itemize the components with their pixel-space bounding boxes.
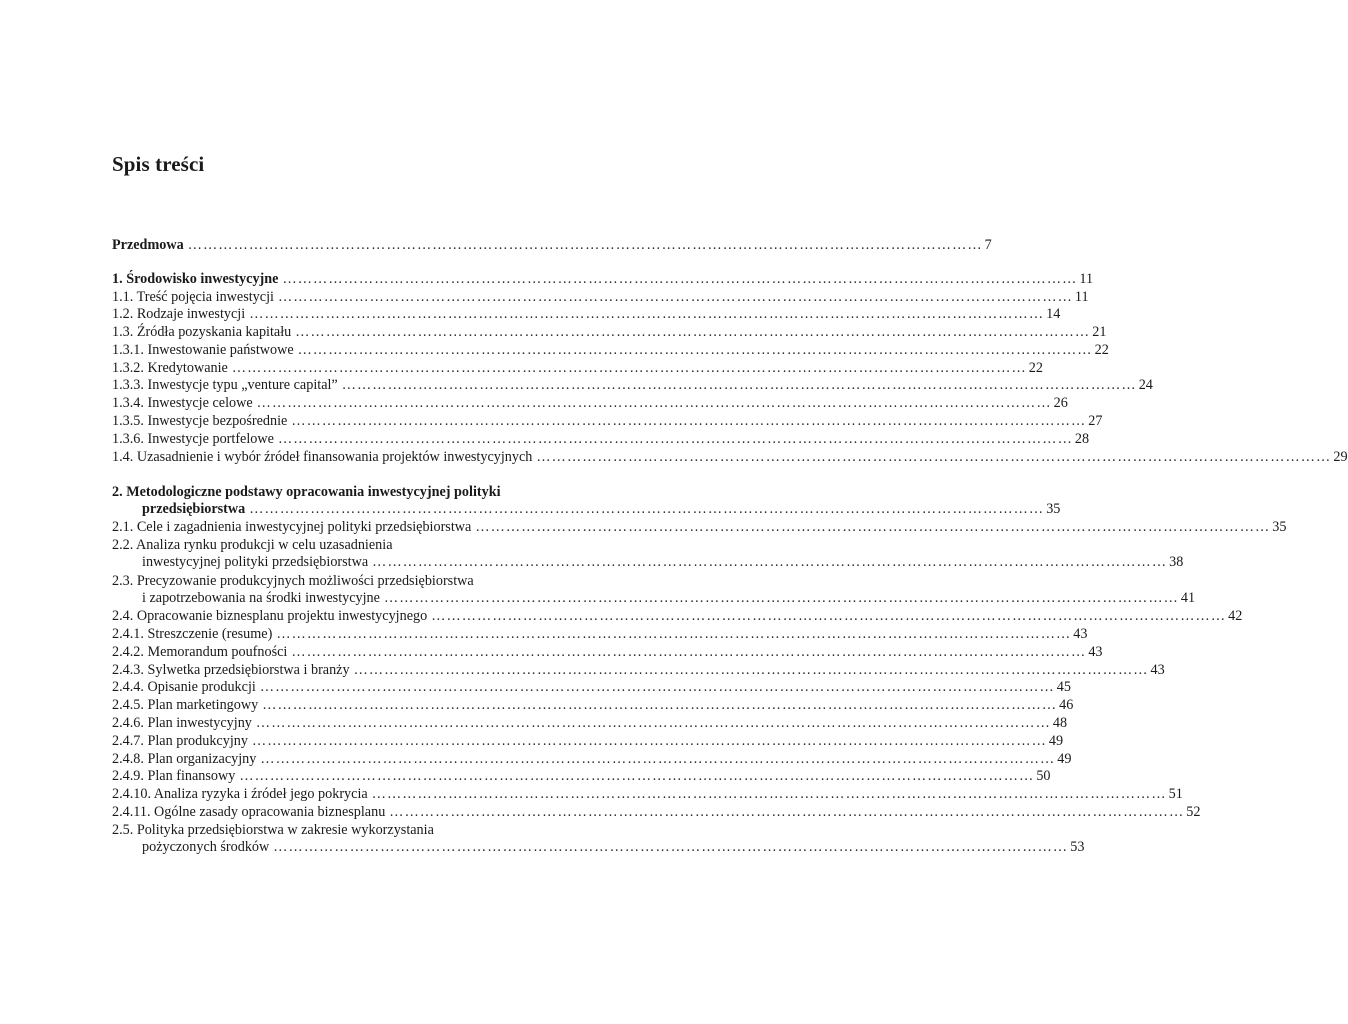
toc-entry-title: 2.1. Cele i zagadnienia inwestycyjnej polityki przedsiębiorstwa <box>112 519 472 535</box>
toc-page-number: 28 <box>1074 431 1090 447</box>
dot-leader: ………………………………………………………………………………………………………………………………………… <box>431 608 1227 624</box>
toc-entry-1-4[interactable] <box>112 449 1348 466</box>
dot-leader: ………………………………………………………………………………………………………………………………………… <box>239 768 1035 784</box>
toc-entry-1-3-4[interactable] <box>112 395 1068 412</box>
toc-entry-title: 2.4.6. Plan inwestycyjny <box>112 715 252 731</box>
toc-page-number: 53 <box>1070 839 1085 856</box>
toc-entry-1-2[interactable] <box>112 306 1061 323</box>
toc-page-number: 29 <box>1333 449 1348 465</box>
toc-entry-title: 2.4.5. Plan marketingowy <box>112 697 259 713</box>
dot-leader: ………………………………………………………………………………………………………………………………………… <box>291 413 1087 429</box>
toc-entry-2-4-10[interactable] <box>112 786 1183 803</box>
dot-leader: ………………………………………………………………………………………………………………………………………… <box>291 644 1087 660</box>
toc-entry-title: 2.4.1. Streszczenie (resume) <box>112 626 273 642</box>
toc-entry-title-line: 2. Metodologiczne podstawy opracowania inwestycyjnej polityki <box>112 484 501 500</box>
toc-entry-title: 1.3.4. Inwestycje celowe <box>112 395 253 411</box>
toc-entry-2-4-6[interactable] <box>112 715 1068 732</box>
toc-entry-2-1[interactable] <box>112 519 1287 536</box>
toc-entry-2-4-4[interactable] <box>112 679 1071 696</box>
dot-leader: ………………………………………………………………………………………………………………………………………… <box>259 679 1055 695</box>
toc-page-number: 48 <box>1052 715 1068 731</box>
toc-entry-title: przedsiębiorstwa <box>142 501 246 518</box>
toc-page-number: 46 <box>1059 697 1074 713</box>
dot-leader: ………………………………………………………………………………………………………………………………………… <box>276 626 1072 642</box>
toc-entry-chapter-2[interactable] <box>112 484 1061 519</box>
toc-entry-title-line: 2.3. Precyzowanie produkcyjnych możliwości przedsiębiorstwa <box>112 573 474 589</box>
toc-entry-title: 1.3.6. Inwestycje portfelowe <box>112 431 274 447</box>
toc-page-number: 43 <box>1150 662 1165 678</box>
toc-page-number: 38 <box>1169 554 1184 571</box>
dot-leader: ………………………………………………………………………………………………………………………………………… <box>536 449 1332 465</box>
toc-entry-title: 1.3.1. Inwestowanie państwowe <box>112 342 294 358</box>
dot-leader: ………………………………………………………………………………………………………………………………………… <box>262 697 1058 713</box>
toc-entry-2-5[interactable] <box>112 822 1085 857</box>
toc-entry-title: pożyczonych środków <box>142 839 270 856</box>
dot-leader: ………………………………………………………………………………………………………………………………………… <box>297 342 1093 358</box>
toc-entry-title: 2.4.4. Opisanie produkcji <box>112 679 256 695</box>
toc-entry-2-4-8[interactable] <box>112 751 1072 768</box>
toc-entry-title-line: 2.2. Analiza rynku produkcji w celu uzasadnienia <box>112 537 393 553</box>
toc-entry-1-3-5[interactable] <box>112 413 1103 430</box>
dot-leader: ………………………………………………………………………………………………………………………………………… <box>372 554 1168 571</box>
toc-page-number: 21 <box>1092 324 1107 340</box>
toc-page-number: 35 <box>1272 519 1287 535</box>
toc-page-number: 41 <box>1180 590 1196 607</box>
toc-entry-1-3-1[interactable] <box>112 342 1109 359</box>
toc-page-number: 24 <box>1138 377 1153 393</box>
toc-entry-1-3-6[interactable] <box>112 431 1090 448</box>
dot-leader: ………………………………………………………………………………………………………………………………………… <box>251 733 1047 749</box>
toc-page-number: 14 <box>1046 306 1061 322</box>
toc-entry-title: 2.4. Opracowanie biznesplanu projektu inwestycyjnego <box>112 608 428 624</box>
toc-entry-2-4-7[interactable] <box>112 733 1064 750</box>
toc-entry-title-line: 2.5. Polityka przedsiębiorstwa w zakresie wykorzystania <box>112 822 434 838</box>
toc-page-number: 26 <box>1053 395 1068 411</box>
toc-entry-2-4-9[interactable] <box>112 768 1051 785</box>
dot-leader: ………………………………………………………………………………………………………………………………………… <box>256 395 1052 411</box>
toc-entry-1-3-3[interactable] <box>112 377 1153 394</box>
toc-entry-title: inwestycyjnej polityki przedsiębiorstwa <box>142 554 369 571</box>
toc-entry-title: Przedmowa <box>112 237 184 253</box>
toc-page-number: 11 <box>1079 271 1094 287</box>
toc-entry-title: 2.4.10. Analiza ryzyka i źródeł jego pokrycia <box>112 786 368 802</box>
toc-entry-1-3[interactable] <box>112 324 1107 341</box>
toc-entry-2-4[interactable] <box>112 608 1243 625</box>
toc-page-number: 22 <box>1028 360 1043 376</box>
dot-leader: ………………………………………………………………………………………………………………………………………… <box>273 839 1069 856</box>
toc-entry-title: 1.3. Źródła pozyskania kapitału <box>112 324 292 340</box>
toc-page-number: 22 <box>1094 342 1109 358</box>
dot-leader: ………………………………………………………………………………………………………………………………………… <box>295 324 1091 340</box>
toc-entry-title: i zapotrzebowania na środki inwestycyjne <box>142 590 380 607</box>
toc-entry-title: 1.1. Treść pojęcia inwestycji <box>112 289 274 305</box>
toc-entry-chapter-1[interactable] <box>112 271 1094 288</box>
toc-page-number: 51 <box>1168 786 1183 802</box>
dot-leader: ………………………………………………………………………………………………………………………………………… <box>249 501 1045 518</box>
toc-page-number: 43 <box>1073 626 1088 642</box>
toc-entry-title: 1.3.5. Inwestycje bezpośrednie <box>112 413 288 429</box>
dot-leader: ………………………………………………………………………………………………………………………………………… <box>282 271 1078 287</box>
toc-entry-title: 1.4. Uzasadnienie i wybór źródeł finansowania projektów inwestycyjnych <box>112 449 533 465</box>
dot-leader: ………………………………………………………………………………………………………………………………………… <box>277 431 1073 447</box>
dot-leader: ………………………………………………………………………………………………………………………………………… <box>249 306 1045 322</box>
toc-page-number: 42 <box>1228 608 1243 624</box>
toc-entry-2-2[interactable] <box>112 537 1184 572</box>
toc-entry-title: 1.3.3. Inwestycje typu „venture capital” <box>112 377 338 393</box>
toc-entry-2-4-11[interactable] <box>112 804 1201 821</box>
toc-page-number: 7 <box>984 237 992 253</box>
toc-entry-title: 2.4.8. Plan organizacyjny <box>112 751 257 767</box>
toc-entry-title: 2.4.11. Ogólne zasady opracowania biznesplanu <box>112 804 386 820</box>
toc-entry-title: 1.2. Rodzaje inwestycji <box>112 306 246 322</box>
toc-entry-1-3-2[interactable] <box>112 360 1043 377</box>
toc-page-number: 35 <box>1046 501 1061 518</box>
toc-page-number: 11 <box>1074 289 1089 305</box>
toc-entry-title: 2.4.2. Memorandum poufności <box>112 644 288 660</box>
toc-page-number: 52 <box>1186 804 1201 820</box>
toc-entry-przedmowa[interactable] <box>112 237 992 254</box>
toc-page-number: 49 <box>1048 733 1064 749</box>
toc-page-number: 27 <box>1088 413 1103 429</box>
page-title: Spis treści <box>112 152 205 176</box>
dot-leader: ………………………………………………………………………………………………………………………………………… <box>371 786 1167 802</box>
dot-leader: ………………………………………………………………………………………………………………………………………… <box>255 715 1051 731</box>
toc-entry-2-4-3[interactable] <box>112 662 1165 679</box>
toc-entry-2-4-5[interactable] <box>112 697 1074 714</box>
dot-leader: ………………………………………………………………………………………………………………………………………… <box>231 360 1027 376</box>
toc-page-number: 43 <box>1088 644 1103 660</box>
toc-entry-2-4-2[interactable] <box>112 644 1103 661</box>
dot-leader: ………………………………………………………………………………………………………………………………………… <box>341 377 1137 393</box>
toc-page-number: 49 <box>1057 751 1072 767</box>
dot-leader: ………………………………………………………………………………………………………………………………………… <box>187 237 983 253</box>
dot-leader: ………………………………………………………………………………………………………………………………………… <box>389 804 1185 820</box>
toc-entry-title: 1. Środowisko inwestycyjne <box>112 271 279 287</box>
dot-leader: ………………………………………………………………………………………………………………………………………… <box>353 662 1149 678</box>
dot-leader: ………………………………………………………………………………………………………………………………………… <box>383 590 1179 607</box>
dot-leader: ………………………………………………………………………………………………………………………………………… <box>475 519 1271 535</box>
dot-leader: ………………………………………………………………………………………………………………………………………… <box>277 289 1073 305</box>
toc-entry-2-3[interactable] <box>112 573 1196 608</box>
toc-entry-title: 2.4.9. Plan finansowy <box>112 768 236 784</box>
toc-entry-title: 2.4.7. Plan produkcyjny <box>112 733 248 749</box>
toc-page-number: 50 <box>1036 768 1051 784</box>
toc-entry-2-4-1[interactable] <box>112 626 1088 643</box>
toc-entry-1-1[interactable] <box>112 289 1089 306</box>
toc-entry-title: 1.3.2. Kredytowanie <box>112 360 228 376</box>
dot-leader: ………………………………………………………………………………………………………………………………………… <box>260 751 1056 767</box>
toc-entry-title: 2.4.3. Sylwetka przedsiębiorstwa i branży <box>112 662 350 678</box>
toc-page-number: 45 <box>1056 679 1071 695</box>
